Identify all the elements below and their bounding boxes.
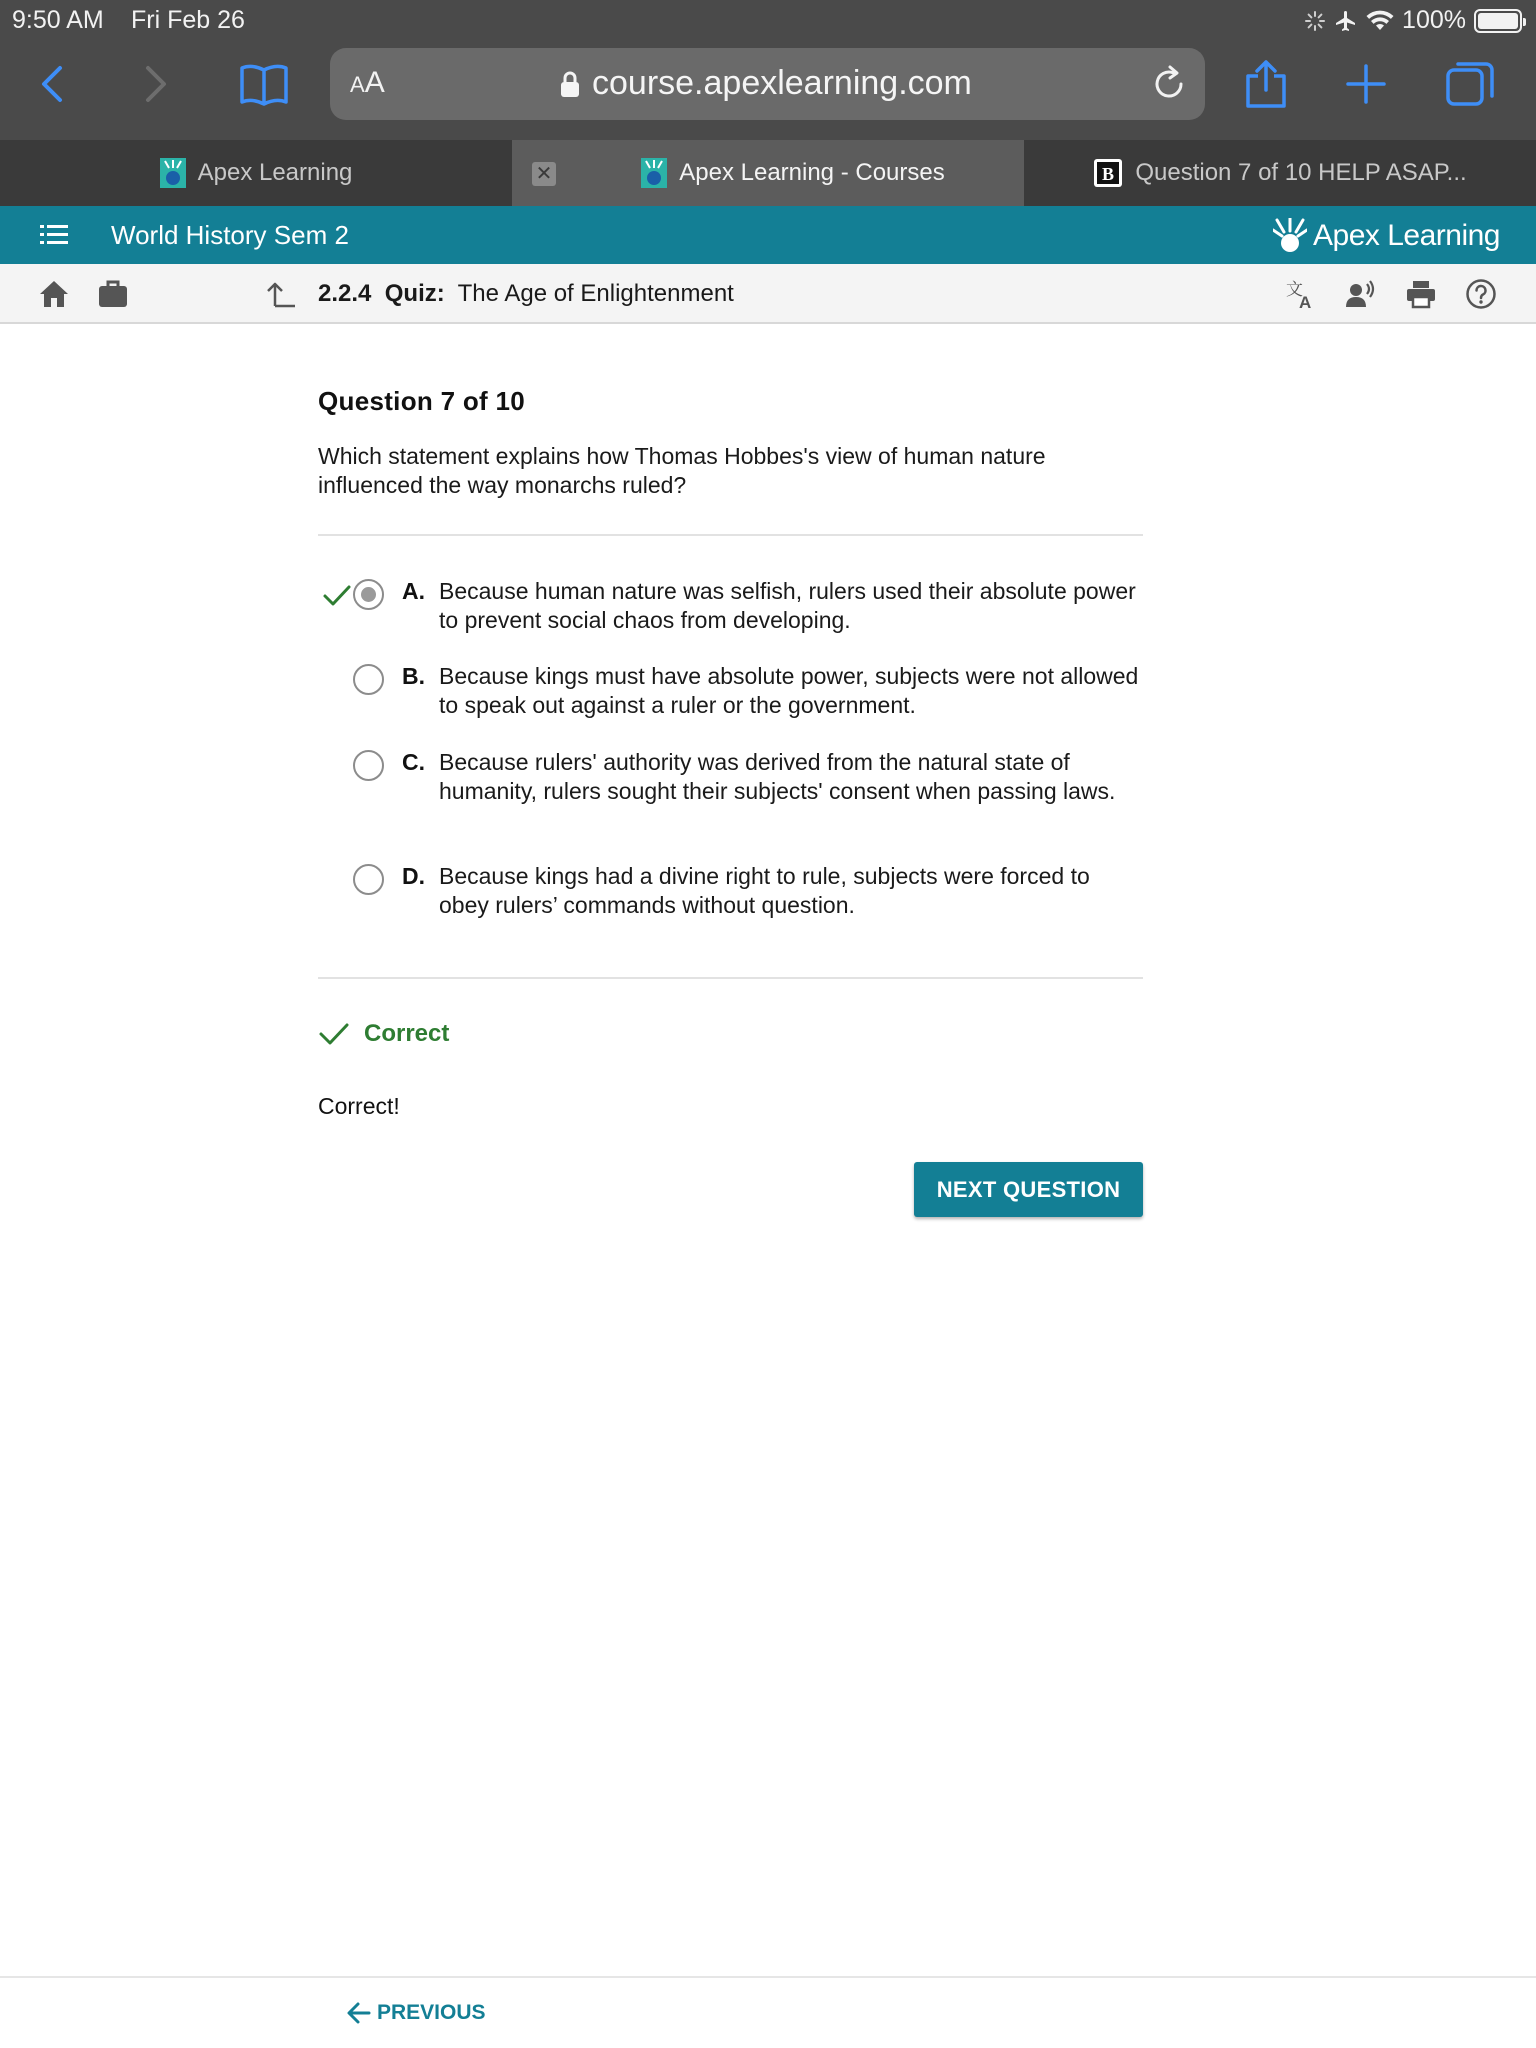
tab-overview-icon[interactable] [1444,58,1496,110]
option-letter: C. [402,749,425,775]
radio-button[interactable] [353,864,384,895]
url-text: course.apexlearning.com [592,64,972,102]
url-display[interactable] [560,64,972,103]
brainly-favicon-icon [1093,158,1123,188]
divider [318,977,1143,979]
correct-check-icon [322,583,352,609]
reload-icon[interactable] [1149,64,1189,104]
home-icon[interactable] [38,278,70,310]
arrow-left-icon [345,2000,373,2026]
svg-text:B: B [1102,164,1115,184]
tab-label: Question 7 of 10 HELP ASAP... [1135,159,1467,186]
course-header [0,206,1536,264]
previous-label: PREVIOUS [377,2001,486,2024]
address-bar[interactable] [330,48,1205,120]
question-text: Which statement explains how Thomas Hobbes's view of human nature influenced the way monarchs ruled? [318,443,1046,498]
svg-text:文: 文 [1286,280,1303,299]
lesson-number: 2.2.4 [318,280,372,307]
radio-button[interactable] [353,750,384,781]
result-status [318,1020,449,1048]
option-text: Because rulers' authority was derived from the natural state of humanity, rulers sought their subjects' consent when passing laws. [439,749,1116,804]
page-footer [0,1976,1536,2048]
status-time: 9:50 AM [12,6,104,34]
result-label: Correct [364,1020,450,1047]
option-letter: B. [402,663,425,689]
share-icon[interactable] [1240,58,1292,110]
option-letter: D. [402,863,425,889]
breadcrumb [318,280,734,308]
activity-toolbar [0,264,1536,324]
translate-icon[interactable] [1285,278,1317,310]
status-date: Fri Feb 26 [131,6,245,34]
apex-logo-icon [1273,218,1307,254]
course-title: World History Sem 2 [111,220,349,250]
correct-check-icon [318,1020,350,1048]
battery-percent: 100% [1402,6,1466,34]
new-tab-plus-icon[interactable] [1340,58,1392,110]
radio-button-selected[interactable] [353,579,384,610]
status-indicators [1304,6,1522,35]
lock-icon [560,70,580,98]
back-chevron-icon[interactable] [28,58,80,110]
activity-spinner-icon [1304,10,1326,32]
divider [318,534,1143,536]
question-header: Question 7 of 10 [318,386,526,416]
radio-button[interactable] [353,664,384,695]
option-letter: A. [402,578,425,604]
status-bar [0,0,1536,40]
wifi-icon [1366,10,1394,32]
print-icon[interactable] [1405,278,1437,310]
tab-label: Apex Learning - Courses [679,159,945,186]
next-question-button[interactable]: NEXT QUESTION [914,1162,1143,1217]
previous-button[interactable] [345,2000,486,2026]
tab-apex-learning-courses[interactable] [512,140,1024,206]
forward-chevron-icon[interactable] [128,58,180,110]
up-level-arrow-icon[interactable] [265,278,297,310]
apex-favicon-icon [641,158,667,188]
text-to-speech-icon[interactable] [1345,278,1377,310]
help-icon[interactable] [1465,278,1497,310]
airplane-mode-icon [1334,9,1358,33]
briefcase-icon[interactable] [97,278,129,310]
browser-tab-strip [0,140,1536,206]
tab-apex-learning[interactable] [0,140,512,206]
tab-label: Apex Learning [197,159,353,186]
option-text: Because human nature was selfish, rulers used their absolute power to prevent social chaos from developing. [439,578,1136,633]
apex-learning-logo [1273,218,1500,254]
option-text: Because kings must have absolute power, subjects were not allowed to speak out against a ruler or the government. [439,663,1139,718]
bookmarks-book-icon[interactable] [238,58,290,110]
browser-chrome [0,0,1536,140]
menu-list-icon[interactable] [40,222,68,248]
feedback-text: Correct! [318,1093,400,1119]
close-tab-icon[interactable]: ✕ [532,162,556,186]
svg-text:A: A [1299,293,1312,310]
activity-title: The Age of Enlightenment [457,280,734,307]
option-text: Because kings had a divine right to rule, subjects were forced to obey rulers’ commands without question. [439,863,1090,918]
text-size-button[interactable]: AA [350,66,385,99]
brand-name: Apex Learning [1313,219,1500,252]
activity-type: Quiz: [384,280,445,307]
apex-favicon-icon [160,158,186,188]
tab-question-help[interactable] [1024,140,1536,206]
battery-icon [1474,9,1522,33]
